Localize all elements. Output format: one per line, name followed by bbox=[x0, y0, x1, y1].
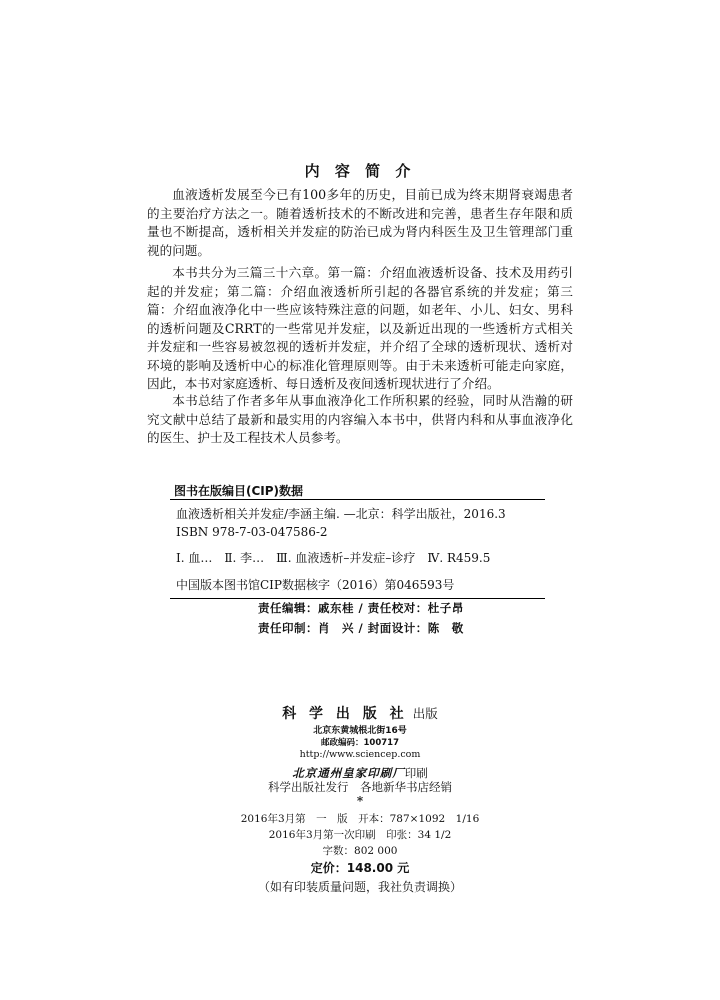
summary-paragraph-3: 本书总结了作者多年从事血液净化工作所积累的经验，同时从浩瀚的研究文献中总结了最新和最实用的内容编入本书中，供肾内科和从事血液净化的医生、护士及工程技术人员参考。 bbox=[147, 393, 573, 445]
publisher-address: 北京东黄城根北街16号 bbox=[313, 726, 407, 736]
publisher-postcode: 邮政编码：100717 bbox=[321, 738, 399, 748]
printer-name: 北京通州皇家印刷厂 bbox=[292, 766, 405, 780]
summary-paragraph-2: 本书共分为三篇三十六章。第一篇：介绍血液透析设备、技术及用药引起的并发症；第二篇：介绍血液透析所引起的各器官系统的并发症；第三篇：介绍血液净化中一些应该特殊注意的问题，如老年、小儿、妇女、男科的透析问题及CRRT的一些常见并发症，以及新近出现的一些透析方式相关并发症和一些容易被忽视的透析并发症，并介绍了全球的透析现状、透析对环境的影响及透析中心的标准化管理原则等。由于未来透析可能走向家庭，因此，本书对家庭透析、每日透析及夜间透析现状进行了介绍。 bbox=[147, 265, 573, 391]
summary-title: 内 容 简 介 bbox=[304, 162, 416, 180]
quality-note: （如有印装质量问题，我社负责调换） bbox=[257, 880, 462, 894]
cip-block bbox=[170, 499, 545, 599]
cip-line-title: 血液透析相关并发症/李涵主编. —北京：科学出版社，2016.3 bbox=[176, 507, 506, 521]
price: 定价：148.00 元 bbox=[310, 861, 410, 875]
cip-line-isbn: ISBN 978-7-03-047586-2 bbox=[176, 525, 328, 539]
word-count: 字数：802 000 bbox=[322, 845, 398, 857]
cip-heading: 图书在版编目(CIP)数据 bbox=[174, 484, 304, 498]
separator-star: * bbox=[356, 794, 364, 808]
edition-line: 2016年3月第 一 版 开本：787×1092 1/16 bbox=[240, 813, 480, 825]
credits-editors: 责任编辑：戚东桂 / 责任校对：杜子昂 bbox=[258, 601, 464, 615]
cip-line-record-number: 中国版本图书馆CIP数据核字（2016）第046593号 bbox=[176, 578, 455, 592]
printer-suffix: 印刷 bbox=[404, 766, 428, 780]
publisher-name: 科 学 出 版 社 bbox=[282, 706, 408, 722]
summary-paragraph-1: 血液透析发展至今已有100多年的历史，目前已成为终末期肾衰竭患者的主要治疗方法之一。随着透析技术的不断改进和完善，患者生存年限和质量也不断提高，透析相关并发症的防治已成为肾内科医生及卫生管理部门重视的问题。 bbox=[147, 187, 573, 258]
publisher-line bbox=[0, 703, 720, 723]
publisher-suffix: 出版 bbox=[412, 706, 438, 721]
cip-line-classification: Ⅰ. 血… Ⅱ. 李… Ⅲ. 血液透析–并发症–诊疗 Ⅳ. R459.5 bbox=[176, 551, 491, 565]
distribution-line: 科学出版社发行 各地新华书店经销 bbox=[268, 780, 452, 794]
publisher-url: http://www.sciencep.com bbox=[299, 749, 421, 760]
credits-production: 责任印制：肖 兴 / 封面设计：陈 敬 bbox=[258, 621, 464, 635]
printing-line: 2016年3月第一次印刷 印张：34 1/2 bbox=[268, 829, 452, 841]
